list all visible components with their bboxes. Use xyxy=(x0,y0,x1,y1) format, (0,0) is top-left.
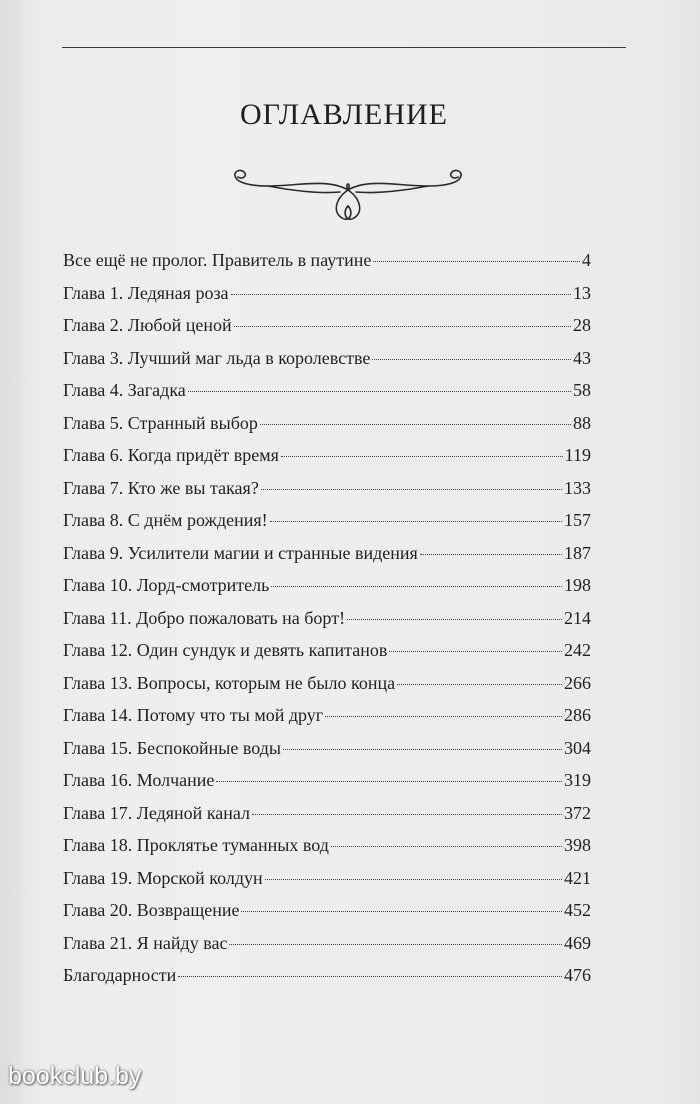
toc-entry-title: Глава 6. Когда придёт время xyxy=(63,445,279,465)
toc-row[interactable] xyxy=(63,250,591,283)
toc-page-number: 198 xyxy=(564,575,591,595)
toc-entry-title: Глава 11. Добро пожаловать на борт! xyxy=(63,607,346,628)
dot-leader xyxy=(372,359,571,360)
toc-entry-title: Глава 14. Потому что ты мой друг xyxy=(63,705,324,725)
toc-row[interactable] xyxy=(63,770,591,803)
toc-entry-title: Глава 1. Ледяная роза xyxy=(63,282,229,303)
toc-row[interactable] xyxy=(63,965,591,998)
toc-page-number: 43 xyxy=(573,347,591,368)
toc-entry-title: Глава 10. Лорд-смотритель xyxy=(63,575,270,595)
toc-page-number: 58 xyxy=(573,380,591,400)
toc-page-number: 133 xyxy=(564,477,591,498)
toc-page-number: 88 xyxy=(573,412,591,433)
toc-page-number: 157 xyxy=(564,510,591,530)
dot-leader xyxy=(234,326,571,327)
dot-leader xyxy=(260,424,571,425)
dot-leader xyxy=(347,619,562,620)
flourish-divider-icon xyxy=(228,160,468,235)
dot-leader xyxy=(283,749,562,750)
dot-leader xyxy=(389,651,562,652)
toc-page-number: 398 xyxy=(564,835,591,855)
toc-row[interactable] xyxy=(63,445,591,478)
toc-entry-title: Глава 7. Кто же вы такая? xyxy=(63,477,259,498)
toc-page-number: 469 xyxy=(564,932,591,953)
toc-page-number: 187 xyxy=(564,542,591,563)
toc-page-number: 242 xyxy=(564,640,591,660)
toc-entry-title: Глава 18. Проклятье туманных вод xyxy=(63,835,329,855)
toc-row[interactable] xyxy=(63,933,591,966)
toc-page-number: 119 xyxy=(564,445,591,465)
dot-leader xyxy=(420,554,562,555)
dot-leader xyxy=(373,261,580,262)
toc-entry-title: Глава 21. Я найду вас xyxy=(63,932,228,953)
dot-leader xyxy=(241,911,562,912)
toc-entry-title: Глава 16. Молчание xyxy=(63,770,215,790)
toc-entry-title: Глава 3. Лучший маг льда в королевстве xyxy=(63,347,371,368)
toc-entry-title: Глава 12. Один сундук и девять капитанов xyxy=(63,640,388,660)
toc-row[interactable] xyxy=(63,640,591,673)
bookclub-watermark[interactable]: bookclub.by xyxy=(8,1062,142,1090)
toc-page-number: 421 xyxy=(564,867,591,888)
dot-leader xyxy=(397,684,562,685)
dot-leader xyxy=(331,846,562,847)
dot-leader xyxy=(252,814,562,815)
toc-entry-title: Благодарности xyxy=(63,965,177,985)
toc-page-number: 476 xyxy=(564,965,591,985)
toc-row[interactable] xyxy=(63,673,591,706)
dot-leader xyxy=(270,521,562,522)
toc-row[interactable] xyxy=(63,835,591,868)
toc-entry-title: Глава 20. Возвращение xyxy=(63,900,240,920)
dot-leader xyxy=(261,489,562,490)
toc-entry-title: Глава 2. Любой ценой xyxy=(63,315,232,335)
toc-page-number: 304 xyxy=(564,737,591,758)
toc-page-number: 452 xyxy=(564,900,591,920)
dot-leader xyxy=(281,456,563,457)
toc-page-number: 4 xyxy=(582,250,591,270)
dot-leader xyxy=(229,944,562,945)
toc-row[interactable] xyxy=(63,348,591,381)
toc-entry-title: Глава 13. Вопросы, которым не было конца xyxy=(63,672,396,693)
toc-entry-title: Глава 8. С днём рождения! xyxy=(63,510,268,530)
toc-row[interactable] xyxy=(63,803,591,836)
page-title: ОГЛАВЛЕНИЕ xyxy=(240,98,448,131)
dot-leader xyxy=(231,294,571,295)
dot-leader xyxy=(325,716,562,717)
toc-entry-title: Глава 19. Морской колдун xyxy=(63,867,263,888)
toc-row[interactable] xyxy=(63,705,591,738)
toc-entry-title: Глава 4. Загадка xyxy=(63,380,186,400)
toc-page-number: 28 xyxy=(573,315,591,335)
dot-leader xyxy=(188,391,571,392)
table-of-contents xyxy=(63,250,591,998)
toc-row[interactable] xyxy=(63,283,591,316)
toc-row[interactable] xyxy=(63,868,591,901)
toc-page-number: 372 xyxy=(564,802,591,823)
toc-page-number: 319 xyxy=(564,770,591,790)
dot-leader xyxy=(178,976,562,977)
toc-entry-title: Все ещё не пролог. Правитель в паутине xyxy=(63,250,372,270)
toc-entry-title: Глава 15. Беспокойные воды xyxy=(63,737,281,758)
toc-entry-title: Глава 9. Усилители магии и странные видения xyxy=(63,542,418,563)
dot-leader xyxy=(271,586,562,587)
dot-leader xyxy=(265,879,562,880)
toc-page-number: 13 xyxy=(573,282,591,303)
toc-page-number: 286 xyxy=(564,705,591,725)
toc-row[interactable] xyxy=(63,478,591,511)
toc-row[interactable] xyxy=(63,900,591,933)
toc-page-number: 266 xyxy=(564,672,591,693)
toc-row[interactable] xyxy=(63,608,591,641)
toc-row[interactable] xyxy=(63,575,591,608)
toc-page-number: 214 xyxy=(564,607,591,628)
toc-entry-title: Глава 17. Ледяной канал xyxy=(63,802,251,823)
toc-row[interactable] xyxy=(63,413,591,446)
toc-row[interactable] xyxy=(63,380,591,413)
toc-row[interactable] xyxy=(63,543,591,576)
top-rule xyxy=(62,47,626,48)
toc-entry-title: Глава 5. Странный выбор xyxy=(63,412,258,433)
toc-row[interactable] xyxy=(63,510,591,543)
toc-row[interactable] xyxy=(63,315,591,348)
toc-row[interactable] xyxy=(63,738,591,771)
dot-leader xyxy=(216,781,562,782)
